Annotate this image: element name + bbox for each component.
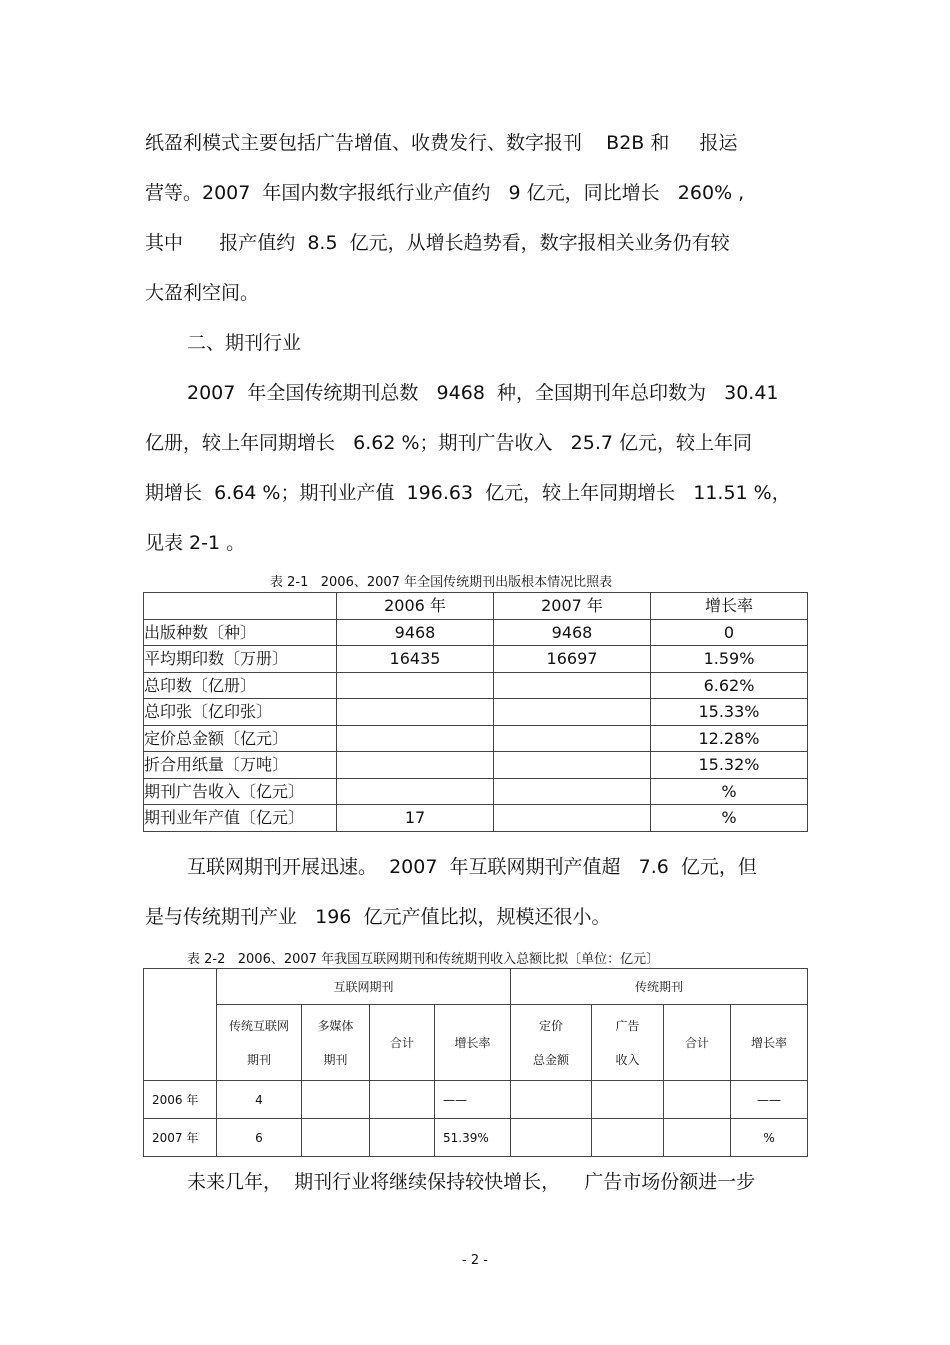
table2-subheader-cell: [370, 1005, 435, 1081]
table2-cell: [302, 1081, 370, 1119]
table-row: [144, 619, 808, 646]
table1-cell: 16697: [494, 646, 651, 673]
paragraph-internet-periodicals: [145, 842, 807, 942]
table2-subheader-line: 定价: [539, 1018, 564, 1033]
text-line: 大盈利空间。: [145, 282, 260, 304]
table-row: [144, 805, 808, 832]
paragraph-digital-newspaper: [145, 118, 807, 318]
table2-cell: [664, 1119, 731, 1157]
table-row: [144, 1119, 808, 1157]
table1-row-label: 定价总金额〔亿元〕: [144, 725, 337, 752]
table2-cell: [370, 1119, 435, 1157]
text-line: 2007 年全国传统期刊总数 9468 种，全国期刊年总印数为 30.41: [187, 382, 779, 404]
table2-subheader-cell: [217, 1005, 302, 1081]
table2-cell: 51.39%: [435, 1119, 511, 1157]
table1-cell: [494, 805, 651, 832]
table2-subheader-cell: [592, 1005, 664, 1081]
table1-row-label: 期刊业年产值〔亿元〕: [144, 805, 337, 832]
table1-caption: 表 2-1 2006、2007 年全国传统期刊出版根本情况比照表: [270, 575, 613, 590]
table2-subheader-line: 总金额: [533, 1052, 570, 1067]
table2-cell: [370, 1081, 435, 1119]
table2-cell: 6: [217, 1119, 302, 1157]
table1-row-label: 总印数〔亿册〕: [144, 672, 337, 699]
table-row: [144, 672, 808, 699]
table1-cell: 12.28%: [651, 725, 808, 752]
table2-cell: ——: [731, 1081, 808, 1119]
table2-subheader-line: 增长率: [751, 1035, 788, 1050]
table1-cell: 9468: [494, 619, 651, 646]
table1-row-label: 总印张〔亿印张〕: [144, 699, 337, 726]
table1-cell: [337, 699, 494, 726]
text-line: 其中 报产值约 8.5 亿元，从增长趋势看，数字报相关业务仍有较: [145, 232, 730, 254]
table2-cell: %: [731, 1119, 808, 1157]
table1-header-cell: 增长率: [651, 593, 808, 620]
table1-cell: [494, 672, 651, 699]
table1-cell: [337, 725, 494, 752]
table1-cell: [337, 752, 494, 779]
table2-subheader-line: 收入: [615, 1052, 640, 1067]
table2-cell: [592, 1119, 664, 1157]
paragraph-periodical-stats: [145, 368, 807, 568]
table2-subheader-line: 传统互联网: [228, 1018, 289, 1033]
table1-cell: 15.33%: [651, 699, 808, 726]
table1-cell: [494, 752, 651, 779]
table1-row-label: 出版种数〔种〕: [144, 619, 337, 646]
paragraph-outlook: [145, 1157, 849, 1207]
table2-group-header-internet: 互联网期刊: [217, 969, 511, 1005]
table2-subheader-cell: [302, 1005, 370, 1081]
table1-cell: 9468: [337, 619, 494, 646]
table2-subheader-line: 多媒体: [317, 1018, 354, 1033]
table-row: [144, 699, 808, 726]
table1-row-label: 期刊广告收入〔亿元〕: [144, 778, 337, 805]
text-line: 营等。2007 年国内数字报纸行业产值约 9 亿元，同比增长 260% ,: [145, 182, 745, 204]
table2-subheader-line: 期刊: [246, 1052, 271, 1067]
table1-cell: 0: [651, 619, 808, 646]
table-row: [144, 752, 808, 779]
table2-cell: [511, 1119, 592, 1157]
table2-subheader-line: 增长率: [454, 1035, 491, 1050]
table1-header-cell: 2006 年: [337, 593, 494, 620]
table1-row-label: 平均期印数〔万册〕: [144, 646, 337, 673]
text-line: 是与传统期刊产业 196 亿元产值比拟，规模还很小。: [145, 906, 611, 928]
table2-cell: [592, 1081, 664, 1119]
table1-cell: %: [651, 778, 808, 805]
table-internet-vs-traditional: [143, 968, 808, 1157]
table2-corner-cell: [144, 969, 217, 1081]
table1-cell: [494, 699, 651, 726]
table2-cell: 4: [217, 1081, 302, 1119]
table2-subheader-cell: [435, 1005, 511, 1081]
table1-cell: 16435: [337, 646, 494, 673]
table1-cell: [494, 725, 651, 752]
table1-cell: [337, 778, 494, 805]
text-line: 期增长 6.64 %；期刊业产值 196.63 亿元，较上年同期增长 11.51 %，: [145, 482, 791, 504]
table-row: [144, 725, 808, 752]
table2-subheader-line: 合计: [389, 1035, 414, 1050]
text-line: 见表 2-1 。: [145, 532, 246, 554]
table1-cell: 6.62%: [651, 672, 808, 699]
table2-caption: 表 2-2 2006、2007 年我国互联网期刊和传统期刊收入总额比拟〔单位：亿元〕: [187, 952, 660, 967]
table2-subheader-cell: [731, 1005, 808, 1081]
table2-cell: [511, 1081, 592, 1119]
table2-row-label: 2007 年: [144, 1119, 217, 1157]
table-row: [144, 1081, 808, 1119]
table1-cell: [494, 778, 651, 805]
table2-cell: [302, 1119, 370, 1157]
table1-header-cell: 2007 年: [494, 593, 651, 620]
table2-group-header-traditional: 传统期刊: [511, 969, 808, 1005]
table1-cell: 15.32%: [651, 752, 808, 779]
table1-cell: [337, 672, 494, 699]
table-row: [144, 778, 808, 805]
table1-cell: 17: [337, 805, 494, 832]
text-line: 亿册，较上年同期增长 6.62 %；期刊广告收入 25.7 亿元，较上年同: [145, 432, 752, 454]
table2-row-label: 2006 年: [144, 1081, 217, 1119]
table2-subheader-cell: [511, 1005, 592, 1081]
table1-row-label: 折合用纸量〔万吨〕: [144, 752, 337, 779]
table2-cell: ——: [435, 1081, 511, 1119]
text-line: 互联网期刊开展迅速。 2007 年互联网期刊产值超 7.6 亿元，但: [187, 856, 757, 878]
table1-cell: %: [651, 805, 808, 832]
table2-cell: [664, 1081, 731, 1119]
table2-subheader-line: 合计: [685, 1035, 710, 1050]
table-periodical-publishing: [143, 592, 808, 832]
section-heading: 二、期刊行业: [187, 332, 302, 354]
table2-subheader-line: 期刊: [323, 1052, 348, 1067]
page-number: - 2 -: [462, 1253, 488, 1268]
text-line: 纸盈利模式主要包括广告增值、收费发行、数字报刊 B2B 和 报运: [145, 132, 738, 154]
table2-subheader-cell: [664, 1005, 731, 1081]
text-line: 未来几年， 期刊行业将继续保持较快增长， 广告市场份额进一步: [187, 1171, 756, 1193]
table2-subheader-line: 广告: [615, 1018, 640, 1033]
table1-header-cell: [144, 593, 337, 620]
table-row: [144, 646, 808, 673]
table1-cell: 1.59%: [651, 646, 808, 673]
